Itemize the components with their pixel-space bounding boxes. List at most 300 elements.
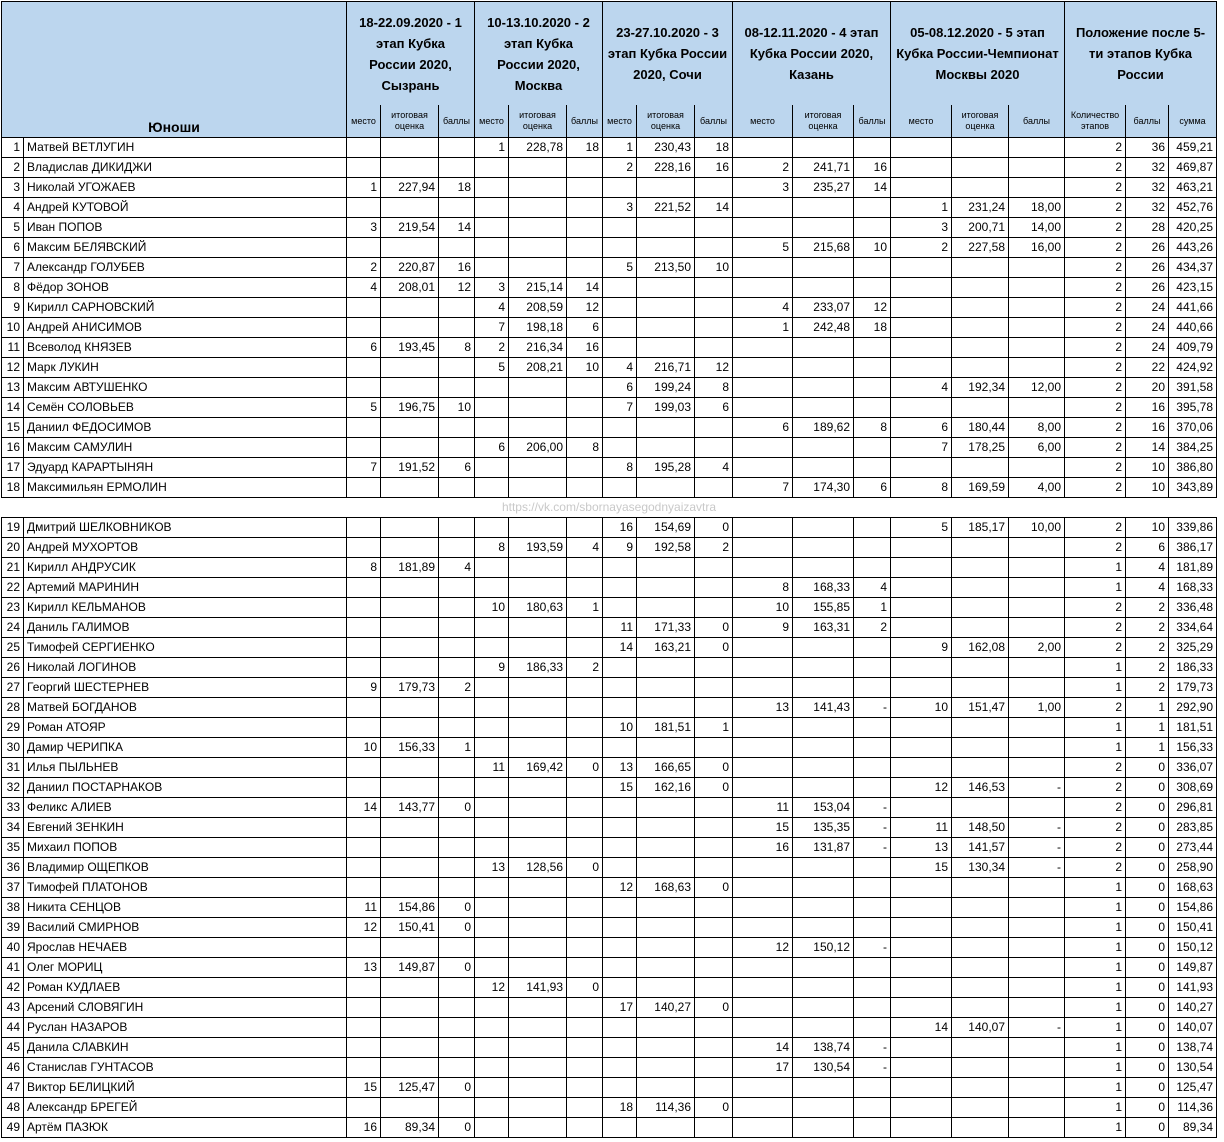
stage-points-cell xyxy=(695,438,733,458)
stage-points-cell: 10 xyxy=(854,238,891,258)
rank-cell: 16 xyxy=(2,438,24,458)
stage-points-cell xyxy=(695,838,733,858)
stage-place-cell xyxy=(475,178,509,198)
stage-points-cell xyxy=(854,718,891,738)
athlete-name-cell: Феликс АЛИЕВ xyxy=(24,798,347,818)
stage-place-cell xyxy=(891,678,952,698)
stage-points-cell: 0 xyxy=(439,898,475,918)
total-sum-cell: 258,90 xyxy=(1169,858,1217,878)
stage-score-cell xyxy=(381,438,439,458)
stages-count-cell: 2 xyxy=(1065,358,1126,378)
stage-score-cell: 242,48 xyxy=(793,318,854,338)
stage-place-cell xyxy=(603,418,637,438)
rank-cell: 42 xyxy=(2,978,24,998)
table-row xyxy=(2,298,1217,318)
total-sum-cell: 156,33 xyxy=(1169,738,1217,758)
table-row xyxy=(2,778,1217,798)
stage-score-cell: 168,63 xyxy=(637,878,695,898)
stage-score-cell: 195,28 xyxy=(637,458,695,478)
stage-score-cell: 208,59 xyxy=(509,298,567,318)
stage-points-cell: - xyxy=(854,1038,891,1058)
stage-score-cell: 141,57 xyxy=(952,838,1009,858)
table-row xyxy=(2,418,1217,438)
table-row xyxy=(2,598,1217,618)
stage-place-cell xyxy=(891,938,952,958)
stage-place-cell xyxy=(475,478,509,498)
stage-place-cell xyxy=(603,218,637,238)
athlete-name-cell: Виктор БЕЛИЦКИЙ xyxy=(24,1078,347,1098)
total-sum-cell: 140,27 xyxy=(1169,998,1217,1018)
stage-place-cell: 5 xyxy=(733,238,793,258)
total-points-cell: 32 xyxy=(1126,158,1169,178)
athlete-name-cell: Владислав ДИКИДЖИ xyxy=(24,158,347,178)
stage-points-cell xyxy=(854,198,891,218)
results-table xyxy=(1,1,1217,1138)
stage-points-cell xyxy=(1009,318,1065,338)
stage-score-cell xyxy=(509,698,567,718)
athlete-name-cell: Всеволод КНЯЗЕВ xyxy=(24,338,347,358)
rank-cell: 43 xyxy=(2,998,24,1018)
standings-header: Положение после 5-ти этапов Кубка России xyxy=(1065,2,1217,106)
stage-place-cell xyxy=(347,238,381,258)
watermark-text: https://vk.com/sbornayasegodnyaizavtra xyxy=(2,498,1217,518)
stage-score-cell: 206,00 xyxy=(509,438,567,458)
stage-points-cell: - xyxy=(1009,838,1065,858)
total-points-cell: 2 xyxy=(1126,618,1169,638)
table-row xyxy=(2,1058,1217,1078)
stage-score-cell xyxy=(381,758,439,778)
stage-score-cell xyxy=(637,678,695,698)
stage-score-cell: 215,14 xyxy=(509,278,567,298)
stage-score-cell: 185,17 xyxy=(952,518,1009,538)
stage-points-cell: 1 xyxy=(695,718,733,738)
stage-place-cell xyxy=(603,1018,637,1038)
stage-points-cell xyxy=(1009,298,1065,318)
rank-cell: 21 xyxy=(2,558,24,578)
stage-points-cell xyxy=(854,1098,891,1118)
stage-place-cell: 6 xyxy=(603,378,637,398)
stage-points-cell: 1 xyxy=(854,598,891,618)
stage-points-cell: 16 xyxy=(695,158,733,178)
rank-cell: 31 xyxy=(2,758,24,778)
stage-score-cell: 227,58 xyxy=(952,238,1009,258)
stage-score-cell xyxy=(952,998,1009,1018)
athlete-name-cell: Александр БРЕГЕЙ xyxy=(24,1098,347,1118)
stage-place-cell: 1 xyxy=(733,318,793,338)
stage-score-cell: 231,24 xyxy=(952,198,1009,218)
stage-score-cell xyxy=(381,1058,439,1078)
athlete-name-cell: Эдуард КАРАРТЫНЯН xyxy=(24,458,347,478)
stage-points-cell xyxy=(854,438,891,458)
stage-score-cell xyxy=(952,738,1009,758)
total-sum-cell: 168,33 xyxy=(1169,578,1217,598)
stage-points-cell xyxy=(1009,578,1065,598)
subheader-stage-cell: место xyxy=(733,105,793,138)
total-sum-cell: 384,25 xyxy=(1169,438,1217,458)
stage-points-cell xyxy=(1009,918,1065,938)
stage-place-cell xyxy=(603,1058,637,1078)
table-row xyxy=(2,238,1217,258)
rank-cell: 26 xyxy=(2,658,24,678)
stages-count-cell: 1 xyxy=(1065,578,1126,598)
rank-cell: 37 xyxy=(2,878,24,898)
stage-score-cell: 174,30 xyxy=(793,478,854,498)
total-points-cell: 24 xyxy=(1126,298,1169,318)
total-sum-cell: 434,37 xyxy=(1169,258,1217,278)
stages-count-cell: 2 xyxy=(1065,598,1126,618)
stage-points-cell: - xyxy=(1009,858,1065,878)
stage-points-cell xyxy=(1009,558,1065,578)
athlete-name-cell: Владимир ОЩЕПКОВ xyxy=(24,858,347,878)
total-points-cell: 0 xyxy=(1126,938,1169,958)
stage-points-cell xyxy=(854,998,891,1018)
stage-score-cell: 219,54 xyxy=(381,218,439,238)
rank-cell: 2 xyxy=(2,158,24,178)
stage-points-cell xyxy=(439,878,475,898)
rank-cell: 24 xyxy=(2,618,24,638)
stage-points-cell xyxy=(1009,538,1065,558)
stage-score-cell xyxy=(637,798,695,818)
stage-points-cell xyxy=(695,478,733,498)
stage-score-cell xyxy=(509,738,567,758)
stage-score-cell xyxy=(793,358,854,378)
athlete-name-cell: Артём ПАЗЮК xyxy=(24,1118,347,1138)
stage-points-cell xyxy=(439,658,475,678)
stages-count-cell: 2 xyxy=(1065,798,1126,818)
stage-place-cell xyxy=(475,158,509,178)
stage-score-cell xyxy=(793,858,854,878)
athlete-name-cell: Марк ЛУКИН xyxy=(24,358,347,378)
stage-points-cell xyxy=(439,138,475,158)
stage-score-cell: 228,16 xyxy=(637,158,695,178)
stage-points-cell xyxy=(567,918,603,938)
stage-place-cell: 15 xyxy=(603,778,637,798)
stage-points-cell: 8 xyxy=(854,418,891,438)
stage-score-cell: 146,53 xyxy=(952,778,1009,798)
stage-score-cell xyxy=(637,338,695,358)
stages-count-cell: 2 xyxy=(1065,398,1126,418)
stage-score-cell: 155,85 xyxy=(793,598,854,618)
stage-score-cell xyxy=(381,1018,439,1038)
stage-place-cell: 15 xyxy=(891,858,952,878)
total-sum-cell: 336,07 xyxy=(1169,758,1217,778)
athlete-name-cell: Николай ЛОГИНОВ xyxy=(24,658,347,678)
stage-score-cell xyxy=(509,778,567,798)
stage-place-cell xyxy=(733,918,793,938)
table-row xyxy=(2,198,1217,218)
stage-place-cell xyxy=(475,198,509,218)
stage-points-cell xyxy=(695,238,733,258)
stage-score-cell: 215,68 xyxy=(793,238,854,258)
total-points-cell: 1 xyxy=(1126,738,1169,758)
stage-place-cell xyxy=(347,198,381,218)
subheader-stage-cell: баллы xyxy=(1009,105,1065,138)
stage-score-cell xyxy=(381,518,439,538)
stage-points-cell xyxy=(854,678,891,698)
stages-count-cell: 2 xyxy=(1065,478,1126,498)
stage-place-cell: 16 xyxy=(603,518,637,538)
stage-score-cell xyxy=(637,898,695,918)
stage-place-cell xyxy=(475,878,509,898)
rank-cell: 28 xyxy=(2,698,24,718)
stage-score-cell xyxy=(381,418,439,438)
stage-points-cell xyxy=(439,978,475,998)
stage-score-cell xyxy=(381,138,439,158)
stage-points-cell xyxy=(439,638,475,658)
stage-score-cell: 151,47 xyxy=(952,698,1009,718)
total-points-cell: 10 xyxy=(1126,478,1169,498)
group-title: Юноши xyxy=(2,2,347,138)
stage-score-cell xyxy=(381,298,439,318)
stage-place-cell xyxy=(603,438,637,458)
stage-score-cell xyxy=(381,878,439,898)
table-row xyxy=(2,178,1217,198)
stage-points-cell xyxy=(854,858,891,878)
stage-points-cell xyxy=(439,238,475,258)
stage-score-cell xyxy=(509,238,567,258)
stage-points-cell: 0 xyxy=(695,758,733,778)
stage-place-cell: 5 xyxy=(603,258,637,278)
stage-points-cell xyxy=(439,778,475,798)
athlete-name-cell: Данила СЛАВКИН xyxy=(24,1038,347,1058)
stage-points-cell xyxy=(567,1058,603,1078)
stages-count-cell: 1 xyxy=(1065,1078,1126,1098)
stage-points-cell xyxy=(1009,878,1065,898)
total-points-cell: 0 xyxy=(1126,1098,1169,1118)
total-points-cell: 28 xyxy=(1126,218,1169,238)
total-sum-cell: 343,89 xyxy=(1169,478,1217,498)
stage-points-cell xyxy=(695,938,733,958)
stage-1-header: 18-22.09.2020 - 1 этап Кубка России 2020, Сызрань xyxy=(347,2,475,106)
stage-points-cell xyxy=(439,318,475,338)
stage-place-cell xyxy=(603,898,637,918)
stage-points-cell: - xyxy=(1009,818,1065,838)
stage-place-cell xyxy=(347,878,381,898)
table-row xyxy=(2,458,1217,478)
total-points-cell: 0 xyxy=(1126,818,1169,838)
stage-score-cell xyxy=(952,1038,1009,1058)
stage-place-cell xyxy=(891,978,952,998)
total-points-cell: 0 xyxy=(1126,898,1169,918)
athlete-name-cell: Олег МОРИЦ xyxy=(24,958,347,978)
stages-count-cell: 2 xyxy=(1065,378,1126,398)
stage-place-cell xyxy=(347,1098,381,1118)
stage-place-cell xyxy=(603,978,637,998)
stage-place-cell: 3 xyxy=(475,278,509,298)
table-row xyxy=(2,978,1217,998)
table-body xyxy=(2,138,1217,1138)
stage-points-cell xyxy=(695,218,733,238)
stage-place-cell xyxy=(347,998,381,1018)
stage-score-cell: 135,35 xyxy=(793,818,854,838)
stage-score-cell: 208,01 xyxy=(381,278,439,298)
stage-score-cell xyxy=(952,938,1009,958)
stage-points-cell: 2 xyxy=(567,658,603,678)
stage-place-cell xyxy=(475,818,509,838)
stage-place-cell xyxy=(347,318,381,338)
stage-points-cell xyxy=(1009,158,1065,178)
stage-place-cell: 4 xyxy=(891,378,952,398)
stage-place-cell: 15 xyxy=(733,818,793,838)
stage-score-cell xyxy=(509,378,567,398)
stage-place-cell: 16 xyxy=(347,1118,381,1138)
stage-2-header: 10-13.10.2020 - 2 этап Кубка России 2020, Москва xyxy=(475,2,603,106)
stage-score-cell xyxy=(793,718,854,738)
stage-score-cell xyxy=(952,338,1009,358)
subheader-stage-cell: баллы xyxy=(567,105,603,138)
stage-score-cell xyxy=(381,318,439,338)
stage-points-cell: 6,00 xyxy=(1009,438,1065,458)
stage-points-cell: 0 xyxy=(695,518,733,538)
stage-place-cell xyxy=(475,738,509,758)
rank-cell: 27 xyxy=(2,678,24,698)
stage-place-cell xyxy=(891,158,952,178)
stage-points-cell xyxy=(439,1038,475,1058)
rank-cell: 32 xyxy=(2,778,24,798)
total-points-cell: 26 xyxy=(1126,278,1169,298)
rank-cell: 15 xyxy=(2,418,24,438)
stage-score-cell xyxy=(637,938,695,958)
table-row xyxy=(2,478,1217,498)
stage-score-cell xyxy=(637,1118,695,1138)
stage-place-cell xyxy=(891,398,952,418)
stages-count-cell: 2 xyxy=(1065,518,1126,538)
stage-points-cell: 0 xyxy=(695,1098,733,1118)
stage-place-cell xyxy=(603,958,637,978)
stages-count-cell: 2 xyxy=(1065,258,1126,278)
stage-place-cell: 13 xyxy=(475,858,509,878)
stage-score-cell xyxy=(952,358,1009,378)
stage-place-cell xyxy=(347,1058,381,1078)
stage-points-cell: 10 xyxy=(439,398,475,418)
stage-place-cell: 8 xyxy=(347,558,381,578)
stage-points-cell xyxy=(567,718,603,738)
stage-score-cell xyxy=(637,478,695,498)
stage-score-cell xyxy=(637,438,695,458)
stage-points-cell xyxy=(567,698,603,718)
stage-score-cell: 149,87 xyxy=(381,958,439,978)
stage-score-cell xyxy=(381,618,439,638)
stages-count-cell: 1 xyxy=(1065,918,1126,938)
stage-points-cell xyxy=(567,1078,603,1098)
stage-place-cell xyxy=(347,1038,381,1058)
stage-score-cell xyxy=(381,1038,439,1058)
stage-points-cell xyxy=(567,178,603,198)
stage-place-cell xyxy=(603,178,637,198)
stage-score-cell xyxy=(509,878,567,898)
stage-score-cell: 208,21 xyxy=(509,358,567,378)
subheader-stage-cell: место xyxy=(475,105,509,138)
table-row xyxy=(2,878,1217,898)
stage-points-cell: 0 xyxy=(439,1078,475,1098)
stage-place-cell xyxy=(603,1038,637,1058)
stage-points-cell xyxy=(567,1098,603,1118)
stage-score-cell xyxy=(793,278,854,298)
stage-points-cell xyxy=(854,218,891,238)
stage-score-cell xyxy=(793,1118,854,1138)
total-sum-cell: 114,36 xyxy=(1169,1098,1217,1118)
stage-place-cell xyxy=(475,458,509,478)
rank-cell: 17 xyxy=(2,458,24,478)
table-row xyxy=(2,318,1217,338)
stage-score-cell: 168,33 xyxy=(793,578,854,598)
stages-count-cell: 2 xyxy=(1065,338,1126,358)
stage-score-cell: 114,36 xyxy=(637,1098,695,1118)
stage-place-cell: 14 xyxy=(603,638,637,658)
total-points-cell: 32 xyxy=(1126,198,1169,218)
stage-points-cell: 8 xyxy=(439,338,475,358)
stage-place-cell: 7 xyxy=(733,478,793,498)
stage-score-cell: 233,07 xyxy=(793,298,854,318)
stage-score-cell xyxy=(637,698,695,718)
stage-points-cell: 4 xyxy=(854,578,891,598)
athlete-name-cell: Андрей АНИСИМОВ xyxy=(24,318,347,338)
stage-place-cell xyxy=(733,278,793,298)
stage-score-cell: 193,45 xyxy=(381,338,439,358)
stage-score-cell: 141,43 xyxy=(793,698,854,718)
stage-score-cell xyxy=(381,358,439,378)
rank-cell: 41 xyxy=(2,958,24,978)
stage-points-cell xyxy=(439,598,475,618)
stage-score-cell xyxy=(793,438,854,458)
stage-score-cell xyxy=(952,978,1009,998)
stage-score-cell xyxy=(793,1098,854,1118)
stage-score-cell: 213,50 xyxy=(637,258,695,278)
stage-score-cell: 199,03 xyxy=(637,398,695,418)
stage-place-cell: 10 xyxy=(475,598,509,618)
total-sum-cell: 138,74 xyxy=(1169,1038,1217,1058)
stage-points-cell xyxy=(567,618,603,638)
stage-points-cell: 14,00 xyxy=(1009,218,1065,238)
stage-score-cell xyxy=(509,578,567,598)
stage-place-cell xyxy=(475,218,509,238)
stage-score-cell: 181,51 xyxy=(637,718,695,738)
athlete-name-cell: Роман КУДЛАЕВ xyxy=(24,978,347,998)
subheader-total-cell: баллы xyxy=(1126,105,1169,138)
total-sum-cell: 89,34 xyxy=(1169,1118,1217,1138)
stage-score-cell: 216,71 xyxy=(637,358,695,378)
stage-score-cell: 130,54 xyxy=(793,1058,854,1078)
stage-points-cell xyxy=(695,1058,733,1078)
stage-score-cell: 227,94 xyxy=(381,178,439,198)
table-row xyxy=(2,1098,1217,1118)
stage-score-cell: 162,16 xyxy=(637,778,695,798)
total-sum-cell: 181,89 xyxy=(1169,558,1217,578)
stage-points-cell xyxy=(1009,1038,1065,1058)
table-row xyxy=(2,758,1217,778)
stage-place-cell xyxy=(891,358,952,378)
athlete-name-cell: Максимильян ЕРМОЛИН xyxy=(24,478,347,498)
stage-points-cell: 0 xyxy=(567,858,603,878)
stage-place-cell xyxy=(347,718,381,738)
stage-score-cell: 199,24 xyxy=(637,378,695,398)
stage-place-cell: 12 xyxy=(475,978,509,998)
stage-score-cell xyxy=(381,838,439,858)
stages-count-cell: 2 xyxy=(1065,218,1126,238)
athlete-name-cell: Ярослав НЕЧАЕВ xyxy=(24,938,347,958)
stage-points-cell xyxy=(695,978,733,998)
stage-points-cell xyxy=(1009,458,1065,478)
stage-score-cell: 196,75 xyxy=(381,398,439,418)
stage-points-cell xyxy=(439,698,475,718)
stage-points-cell: 18 xyxy=(854,318,891,338)
stage-score-cell: 140,07 xyxy=(952,1018,1009,1038)
stage-points-cell: 2 xyxy=(854,618,891,638)
subheader-stage-cell: итоговая оценка xyxy=(637,105,695,138)
stage-score-cell xyxy=(509,198,567,218)
stages-count-cell: 1 xyxy=(1065,898,1126,918)
stage-score-cell xyxy=(952,718,1009,738)
